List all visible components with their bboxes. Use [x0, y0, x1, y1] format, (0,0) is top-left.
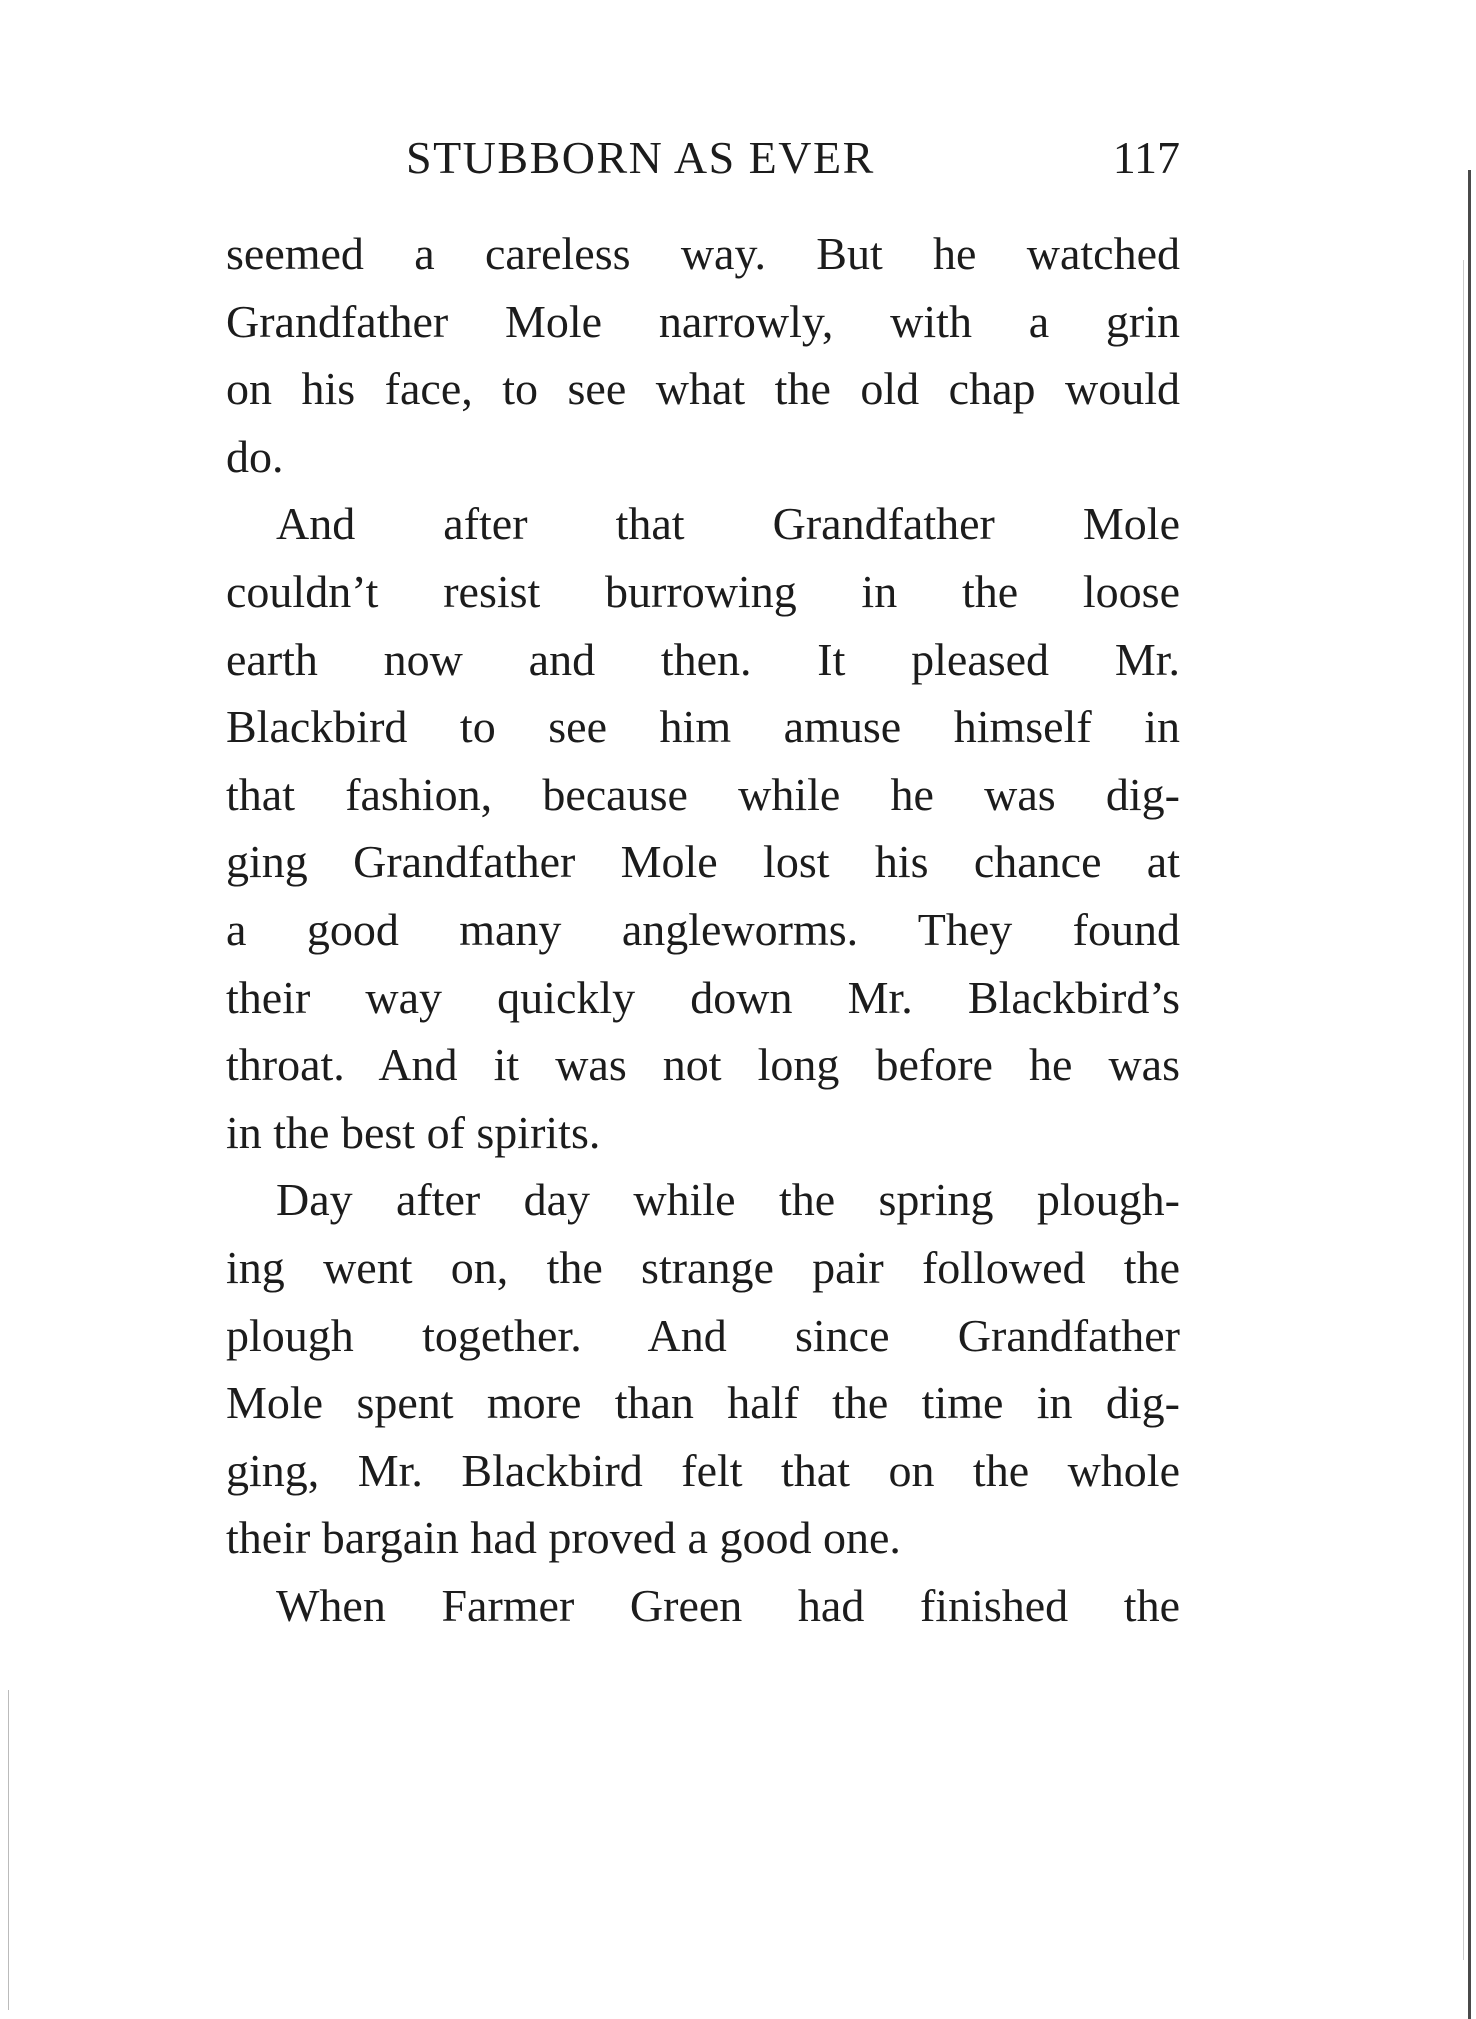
text-line: seemed a careless way. But he watched	[226, 228, 1180, 279]
text-line: that fashion, because while he was dig-	[226, 768, 1180, 820]
text-line: earth now and then. It pleased Mr.	[226, 633, 1180, 685]
text-line: And after that Grandfather Mole	[276, 498, 1180, 550]
text-line: couldn’t resist burrowing in the loose	[226, 565, 1180, 617]
text-line: Grandfather Mole narrowly, with a grin	[226, 295, 1180, 347]
text-line: plough together. And since Grandfather	[226, 1309, 1180, 1361]
text-line: a good many angleworms. They found	[226, 903, 1180, 955]
text-line: When Farmer Green had finished the	[276, 1579, 1180, 1631]
text-line: ing went on, the strange pair followed the	[226, 1241, 1180, 1293]
text-line: in the best of spirits.	[226, 1106, 601, 1158]
text-line: Mole spent more than half the time in dig-	[226, 1377, 1180, 1429]
running-head	[226, 128, 1180, 188]
text-line: on his face, to see what the old chap would	[226, 363, 1180, 415]
text-line: Day after day while the spring plough-	[276, 1174, 1180, 1226]
text-line: do.	[226, 430, 284, 482]
text-line: ging Grandfather Mole lost his chance at	[226, 836, 1180, 888]
text-line: throat. And it was not long before he was	[226, 1039, 1180, 1091]
running-title: STUBBORN AS EVER	[406, 132, 875, 183]
text-line: their bargain had proved a good one.	[226, 1512, 901, 1564]
scan-edge-right	[1468, 170, 1471, 2019]
page-number: 117	[1112, 132, 1180, 183]
text-line: their way quickly down Mr. Blackbird’s	[226, 971, 1180, 1023]
scan-edge-right-inner	[1463, 260, 1464, 1960]
scan-edge-left	[8, 1690, 9, 2010]
text-line: Blackbird to see him amuse himself in	[226, 701, 1180, 753]
text-line: ging, Mr. Blackbird felt that on the whole	[226, 1444, 1180, 1496]
body-text	[226, 220, 1180, 1639]
